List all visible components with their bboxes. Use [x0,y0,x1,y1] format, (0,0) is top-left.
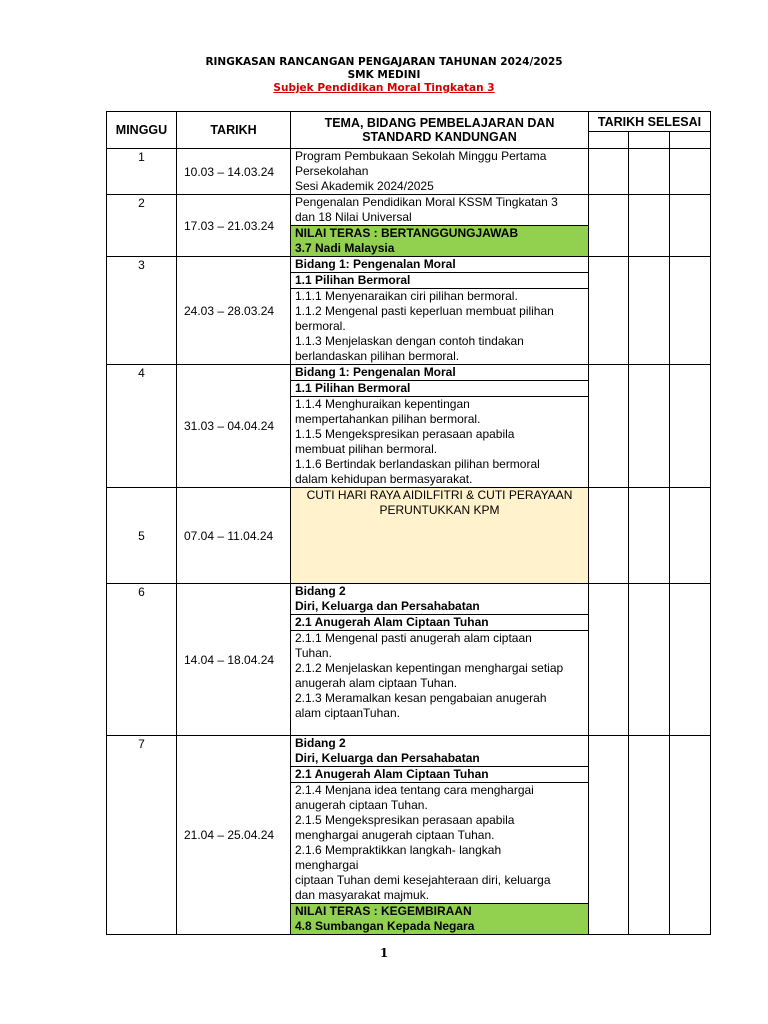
selesai-cell [670,149,711,195]
bidang-heading: Diri, Keluarga dan Persahabatan [295,599,480,613]
content-line: 3.7 Nadi Malaysia [295,241,395,255]
content-line: NILAI TERAS : KEGEMBIRAAN [295,904,472,918]
selesai-cell [629,257,670,365]
standard-heading: 2.1 Anugerah Alam Ciptaan Tuhan [295,615,489,629]
bidang-heading: Bidang 1: Pengenalan Moral [295,257,456,271]
standard-heading: 1.1 Pilihan Bermoral [295,381,411,395]
selesai-cell [629,584,670,736]
content-line: menghargai anugerah ciptaan Tuhan. [295,828,495,842]
selesai-cell [670,195,711,257]
content-line: mempertahankan pilihan bermoral. [295,412,481,426]
content-line: 1.1.1 Menyenaraikan ciri pilihan bermoral. [295,289,518,303]
content-line: Pengenalan Pendidikan Moral KSSM Tingkatan 3 [295,195,558,209]
content-line: Program Pembukaan Sekolah Minggu Pertama [295,149,547,163]
school-name: SMK MEDINI [347,69,421,81]
table-row [107,365,711,488]
selesai-cell [629,736,670,935]
table-row [107,195,711,257]
content-line: 1.1.6 Bertindak berlandaskan pilihan bermoral [295,457,540,471]
selesai-subcol [589,132,629,149]
nilai-teras-highlight [291,225,588,256]
bidang-heading: Bidang 2 [295,584,346,598]
document-title: RINGKASAN RANCANGAN PENGAJARAN TAHUNAN 2024/2025 [205,56,563,68]
content-line: 1.1.4 Menghuraikan kepentingan [295,397,470,411]
tarikh-cell: 07.04 – 11.04.24 [177,488,291,584]
table-row [107,736,711,935]
content-line: ciptaan Tuhan demi kesejahteraan diri, keluarga [295,873,551,887]
content-cell [291,149,589,195]
selesai-cell [670,257,711,365]
content-cell [291,257,589,365]
content-line: Persekolahan [295,164,369,178]
tarikh-cell: 24.03 – 28.03.24 [177,257,291,365]
content-line: 2.1.5 Mengekspresikan perasaan apabila [295,813,515,827]
selesai-subcol [670,132,711,149]
selesai-cell [629,149,670,195]
content-line: 1.1.3 Menjelaskan dengan contoh tindakan [295,334,524,348]
holiday-cell [291,488,589,584]
content-line: membuat pilihan bermoral. [295,442,438,456]
tarikh-cell: 31.03 – 04.04.24 [177,365,291,488]
content-line: dan 18 Nilai Universal [295,210,412,224]
minggu-cell: 6 [107,584,177,736]
header-minggu: MINGGU [107,112,177,149]
minggu-cell: 5 [107,488,177,584]
nilai-teras-highlight [291,903,588,934]
content-cell [291,365,589,488]
selesai-cell [670,488,711,584]
content-line: dan masyarakat majmuk. [295,888,430,902]
minggu-cell: 2 [107,195,177,257]
table-row [107,149,711,195]
content-line: 2.1.1 Mengenal pasti anugerah alam ciptaan [295,631,532,645]
content-line: 2.1.3 Meramalkan kesan pengabaian anugerah [295,691,547,705]
selesai-cell [629,195,670,257]
table-row [107,488,711,584]
minggu-cell: 3 [107,257,177,365]
content-line: Tuhan. [295,646,332,660]
selesai-cell [589,149,629,195]
content-line: anugerah alam ciptaan Tuhan. [295,676,458,690]
content-line: anugerah ciptaan Tuhan. [295,798,428,812]
selesai-cell [670,365,711,488]
content-line: dalam kehidupan bermasyarakat. [295,472,473,486]
selesai-cell [589,195,629,257]
selesai-cell [629,488,670,584]
content-line: Sesi Akademik 2024/2025 [295,179,434,193]
page-number: 1 [379,946,389,960]
minggu-cell: 4 [107,365,177,488]
tarikh-cell: 17.03 – 21.03.24 [177,195,291,257]
selesai-cell [589,584,629,736]
header-tarikh: TARIKH [177,112,291,149]
selesai-cell [589,488,629,584]
content-line: bermoral. [295,319,346,333]
selesai-subcol [629,132,670,149]
table-row [107,257,711,365]
subject-title: Subjek Pendidikan Moral Tingkatan 3 [273,82,495,94]
content-line: 2.1.6 Mempraktikkan langkah- langkah [295,843,502,857]
header-tarikh-selesai: TARIKH SELESAI [589,112,711,132]
bidang-heading: Diri, Keluarga dan Persahabatan [295,751,480,765]
selesai-cell [629,365,670,488]
holiday-line: PERUNTUKKAN KPM [379,503,500,517]
tarikh-cell: 14.04 – 18.04.24 [177,584,291,736]
selesai-cell [589,257,629,365]
content-line: berlandaskan pilihan bermoral. [295,349,460,363]
tarikh-cell: 10.03 – 14.03.24 [177,149,291,195]
header-tema: TEMA, BIDANG PEMBELAJARAN DAN STANDARD KANDUNGAN [291,112,589,149]
lesson-plan-table [106,111,711,935]
bidang-heading: Bidang 2 [295,736,346,750]
minggu-cell: 7 [107,736,177,935]
holiday-line: CUTI HARI RAYA AIDILFITRI & CUTI PERAYAAN [306,488,573,502]
standard-heading: 2.1 Anugerah Alam Ciptaan Tuhan [295,767,489,781]
content-line: 4.8 Sumbangan Kepada Negara [295,919,475,933]
selesai-cell [670,736,711,935]
bidang-heading: Bidang 1: Pengenalan Moral [295,365,456,379]
minggu-cell: 1 [107,149,177,195]
selesai-cell [670,584,711,736]
content-line: NILAI TERAS : BERTANGGUNGJAWAB [295,226,519,240]
table-row [107,584,711,736]
selesai-cell [589,736,629,935]
content-cell [291,584,589,736]
content-line: 2.1.4 Menjana idea tentang cara menghargai [295,783,534,797]
content-cell [291,195,589,257]
content-cell [291,736,589,935]
content-line: 2.1.2 Menjelaskan kepentingan menghargai setiap [295,661,564,675]
content-line: alam ciptaanTuhan. [295,706,400,720]
selesai-cell [589,365,629,488]
content-line: 1.1.5 Mengekspresikan perasaan apabila [295,427,515,441]
standard-heading: 1.1 Pilihan Bermoral [295,273,411,287]
content-line: menghargai [295,858,359,872]
content-line: 1.1.2 Mengenal pasti keperluan membuat pilihan [295,304,554,318]
tarikh-cell: 21.04 – 25.04.24 [177,736,291,935]
